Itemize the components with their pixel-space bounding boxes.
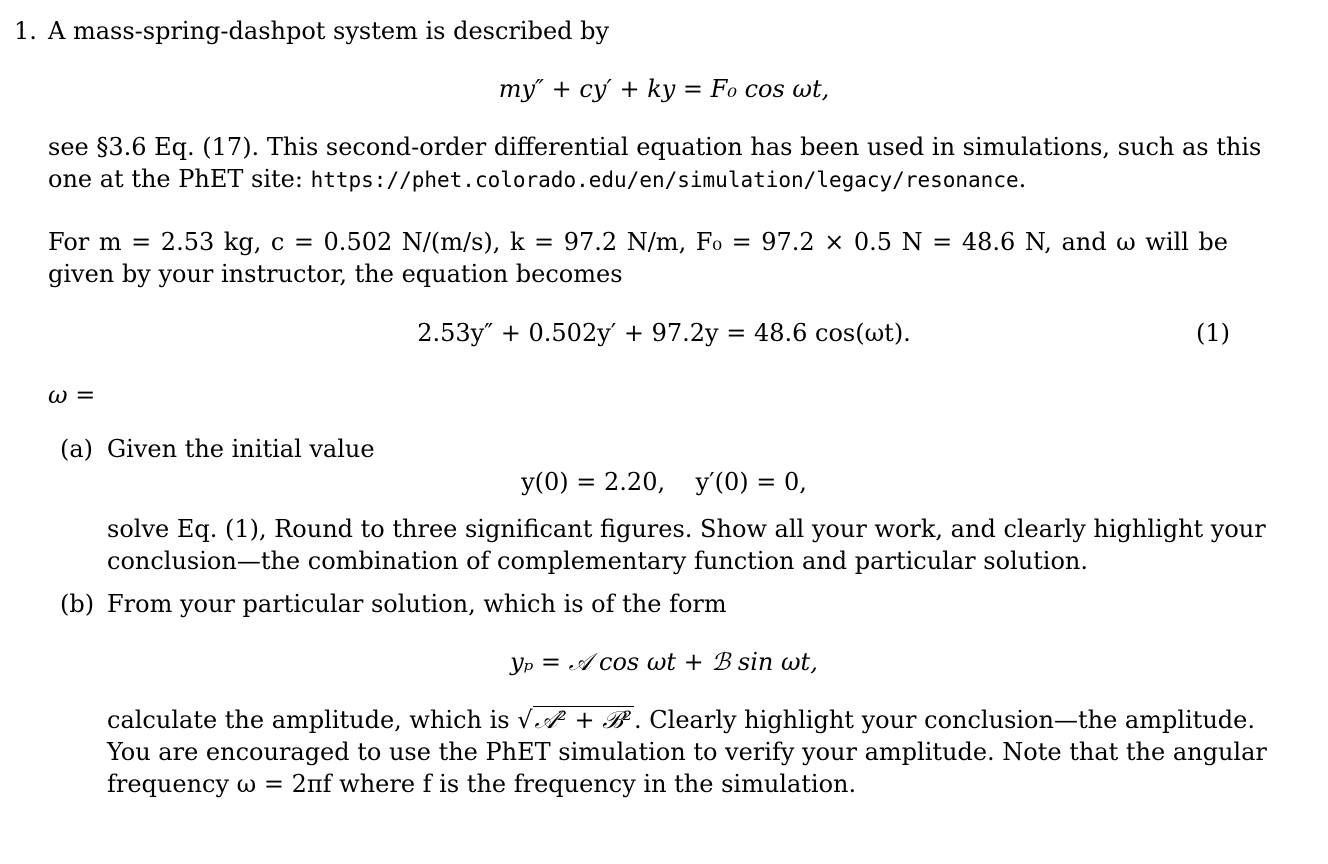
- phet-url-link[interactable]: https://phet.colorado.edu/en/simulation/legacy/resonance: [310, 168, 1019, 192]
- omega-label: ω =: [48, 381, 96, 409]
- params-line-1: For m = 2.53 kg, c = 0.502 N/(m/s), k = 97.2 N/m, F₀ = 97.2 × 0.5 N = 48.6 N, and ω will be: [48, 228, 1228, 256]
- amp-prefix: calculate the amplitude, which is √: [107, 706, 533, 734]
- see-line-1: see §3.6 Eq. (17). This second-order differential equation has been used in simulations, such as this: [48, 133, 1262, 161]
- see-line-2: [48, 163, 1026, 196]
- params-line-2: given by your instructor, the equation becomes: [48, 260, 623, 288]
- equation-specific: 2.53y″ + 0.502y′ + 97.2y = 48.6 cos(ωt).: [417, 319, 911, 347]
- part-a-label: (a): [60, 435, 94, 463]
- part-a-text-line-2: conclusion—the combination of complementary function and particular solution.: [107, 547, 1088, 575]
- amp-radicand: 𝒜² + ℬ²: [534, 706, 633, 734]
- part-b-intro: From your particular solution, which is of the form: [107, 590, 727, 618]
- part-b-line-2: You are encouraged to use the PhET simulation to verify your amplitude. Note that the angular: [107, 738, 1267, 766]
- problem-intro: A mass-spring-dashpot system is described by: [48, 17, 610, 45]
- part-b-line-1: [107, 704, 1255, 736]
- initial-conditions: y(0) = 2.20, y′(0) = 0,: [521, 468, 807, 496]
- part-b-label: (b): [60, 590, 95, 618]
- problem-number: 1.: [14, 17, 37, 45]
- amp-suffix: . Clearly highlight your conclusion—the amplitude.: [634, 706, 1255, 734]
- part-b-line-3: frequency ω = 2πf where f is the frequency in the simulation.: [107, 770, 857, 798]
- url-period: .: [1018, 165, 1027, 193]
- part-a-text-line-1: solve Eq. (1), Round to three significant figures. Show all your work, and clearly highlight your: [107, 515, 1266, 543]
- part-a-intro: Given the initial value: [107, 435, 375, 463]
- see-line-2-text: one at the PhET site:: [48, 165, 303, 193]
- equation-number: (1): [1196, 319, 1230, 347]
- particular-form: yₚ = 𝒜 cos ωt + ℬ sin ωt,: [510, 648, 818, 676]
- equation-general: my″ + cy′ + ky = F₀ cos ωt,: [498, 75, 830, 103]
